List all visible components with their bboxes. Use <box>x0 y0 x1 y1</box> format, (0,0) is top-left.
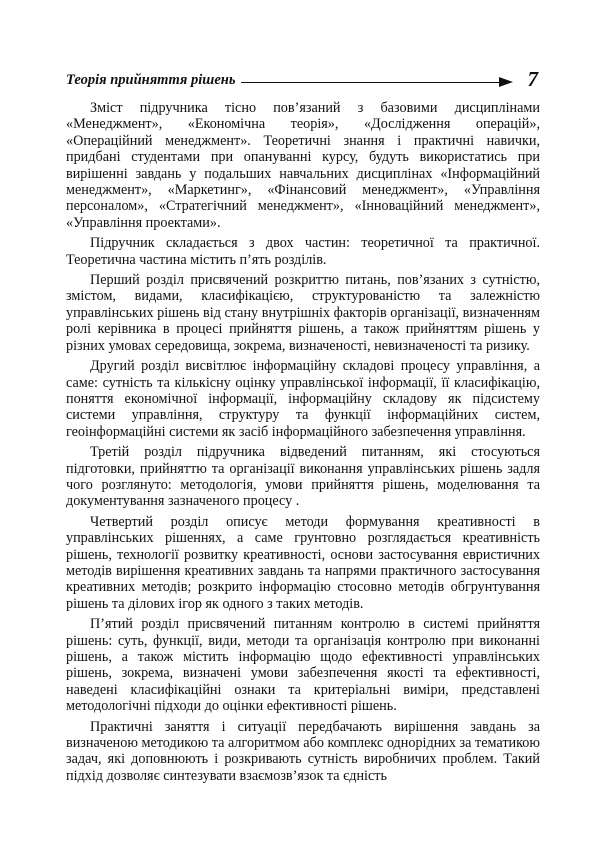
paragraph: П’ятий розділ присвячений питанням контролю в системі прийняття рішень: суть, функції, види, методи та організація контролю при виконанні рішень, а також містить інформацію щодо ефективності управлінських рішень, зокрема, визначені умови забезпечення якості та ефективності, наведені класифікаційні ознаки та критеріальні виміри, представлені методологічні підходи до оцінки ефективності рішень. <box>66 616 540 715</box>
paragraph: Підручник складається з двох частин: теоретичної та практичної. Теоретична частина містить п’ять розділів. <box>66 235 540 268</box>
arrow-right-icon <box>499 77 513 87</box>
running-title: Теорія прийняття рішень <box>66 72 236 88</box>
paragraph: Четвертий розділ описує методи формування креативності в управлінських рішеннях, а саме грунтовно розглядається креативність рішень, технології розвитку креативності, основи застосування евристичних методів вирішення креативних завдань та напрями практичного застосування креативних методів; розкрито інформацію стосовно методів обгрунтування рішень та ділових ігор як одного з таких методів. <box>66 513 540 612</box>
paragraph: Перший розділ присвячений розкриттю питань, пов’язаних з сутністю, змістом, видами, класифікацією, структурованістю та залежністю управлінських рішень від стану внутрішніх факторів організації, визначенням ролі керівника в процесі прийняття рішень, а також прийняттям рішень у різних умовах середовища, зокрема, визначеності, невизначеності та ризику. <box>66 272 540 354</box>
paragraph: Практичні заняття і ситуації передбачають вирішення завдань за визначеною методикою та алгоритмом або комплекс однорідних за тематикою задач, які доповнюють і розкривають сутність виробничих проблем. Такий підхід дозволяє синтезувати взаємозв’язок та єдність <box>66 718 540 784</box>
body-text <box>66 100 540 788</box>
page-header <box>66 67 540 94</box>
paragraph: Зміст підручника тісно пов’язаний з базовими дисциплінами «Менеджмент», «Економічна теорія», «Дослідження операцій», «Операційний менеджмент». Теоретичні знання і практичні навички, придбані студентами при опануванні курсу, будуть використатись при вирішенні завдань у подальших навчальних дисциплінах «Інформаційний менеджмент», «Маркетинг», «Фінансовий менеджмент», «Управління персоналом», «Стратегічний менеджмент», «Інноваційний менеджмент», «Управління проектами». <box>66 100 540 231</box>
paragraph: Другий розділ висвітлює інформаційну складові процесу управління, а саме: сутність та кількісну оцінку управлінської інформації, її класифікацію, поняття економічної інформації, інформаційну складову як підсистему системи управління, структуру та функції інформаційних систем, геоінформаційні системи як засіб інформаційного забезпечення управління. <box>66 358 540 440</box>
paragraph: Третій розділ підручника відведений питанням, які стосуються підготовки, прийняттю та організації виконання управлінських рішень задля чого розглянуто: методологія, умови прийняття рішень, моделювання та документування зазначеного процесу . <box>66 444 540 510</box>
page-number: 7 <box>527 67 538 91</box>
header-rule <box>241 82 505 83</box>
